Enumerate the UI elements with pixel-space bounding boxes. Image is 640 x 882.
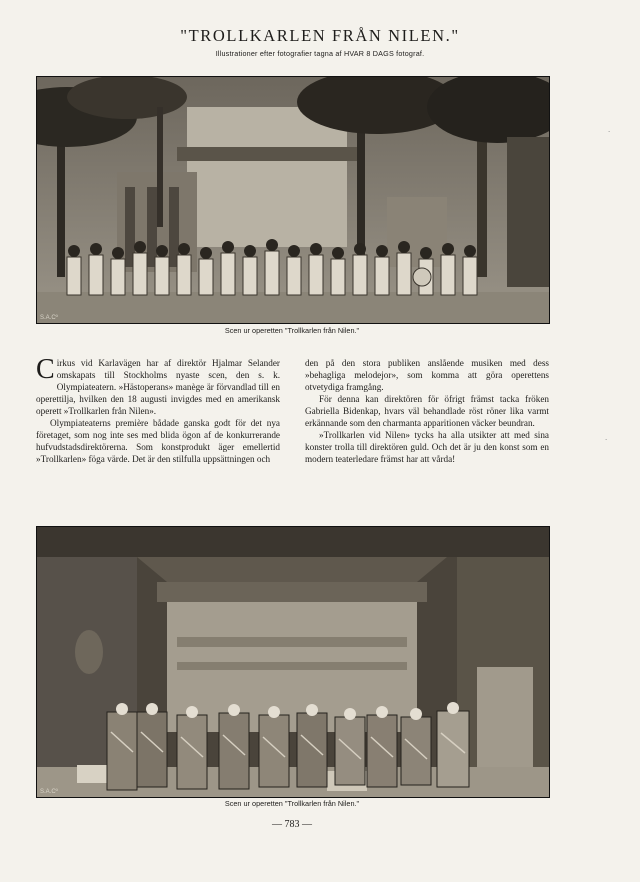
paragraph: För denna kan direktören för öfrigt främst tacka fröken Gabriella Bidenkap, hvars väl behandlade röst röner lika varmt erkännande som den charmanta apparitionen väcker beundran. [305, 394, 549, 428]
stage-photo-chorus [36, 76, 550, 324]
photo-stamp: S.A.Cº [40, 315, 58, 321]
page-speck: · [608, 128, 611, 136]
paragraph: den på den stora publiken anslående musiken med dess »behagliga melodejor», som komma att göra operettens otvetydiga framgång. [305, 358, 549, 392]
paragraph [36, 354, 280, 417]
stage-scene-illustration [37, 527, 549, 797]
drop-cap: C [36, 354, 55, 385]
page-speck: · [605, 436, 608, 444]
photo-caption: Scen ur operetten "Trollkarlen från Nilen." [224, 799, 360, 808]
stage-scene-illustration [37, 77, 549, 323]
article-title: "TROLLKARLEN FRÅN NILEN." [180, 26, 460, 45]
article-column-left [36, 354, 280, 465]
photo-stamp: S.A.Cº [40, 789, 58, 795]
stage-photo-sarcophagi [36, 526, 550, 798]
paragraph-text: irkus vid Karlavägen har af direktör Hjalmar Selander omskapats till Stockholms nyaste scen, den s. k. Olympiateatern. »Hästoperans» manège är förvandlad till en operettilja, hvilken den 18 augusti invigdes med en amerikansk operett »Trollkarlen från Nilen». [36, 358, 280, 416]
paragraph: »Trollkarlen vid Nilen» tycks ha alla utsikter att med sina konster trolla till direktören guld. Och det är ju den konst som en modern teaterledare främst har att vårda! [305, 430, 549, 464]
photo-caption: Scen ur operetten "Trollkarlen från Nilen." [224, 326, 360, 335]
article-subtitle: Illustrationer efter fotografier tagna af HVAR 8 DAGS fotograf. [215, 49, 425, 58]
page-number: — 783 — [272, 819, 312, 830]
paragraph: Olympiateaterns première bådade ganska godt för det nya företaget, som nog inte ses med blida ögon af de konkurrerande hufvudstadsdirektörerna. Som konstprodukt äger emellertid »Trollkarlen» föga värde. Det är den stilfulla uppsättningen och [36, 418, 280, 464]
article-column-right [305, 357, 549, 465]
